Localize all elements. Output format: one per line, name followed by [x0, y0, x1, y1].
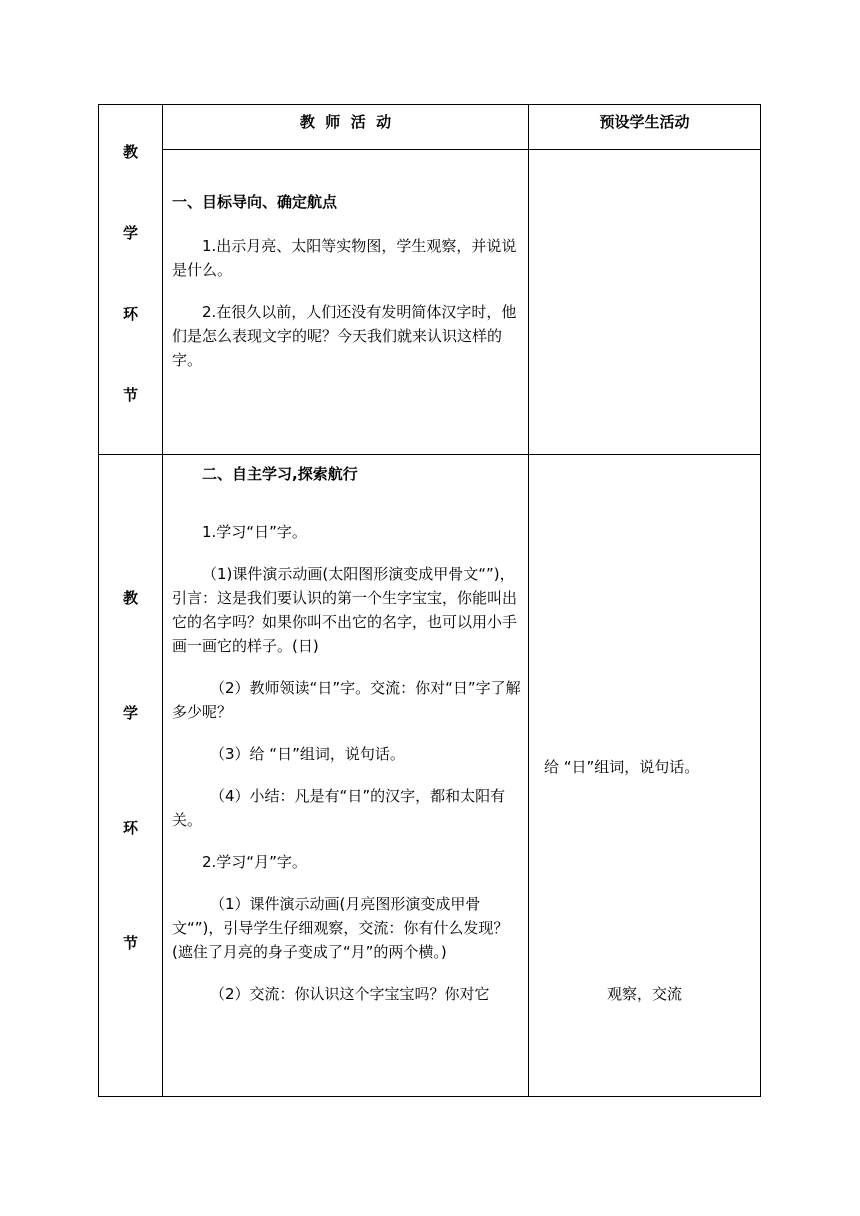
- section2-item-1: 1.学习“日”字。: [202, 523, 307, 541]
- section2-item-4: （3）给 “日”组词，说句话。: [210, 745, 405, 763]
- activity-column-divider: [528, 104, 529, 1097]
- student-activity-1: 给 “日”组词，说句话。: [544, 758, 700, 776]
- header-student-activity: 预设学生活动: [599, 113, 690, 131]
- label-column-divider: [162, 104, 163, 1097]
- section1-item-2: 2.在很久以前，人们还没有发明简体汉字时，他们是怎么表现文字的呢？今天我们就来认识这样的字。: [172, 303, 517, 369]
- section2-item-8: （2）交流：你认识这个字宝宝吗？你对它: [210, 985, 490, 1003]
- section2-item-2: （1)课件演示动画(太阳图形演变成甲骨文“”)，引言：这是我们要认识的第一个生字宝宝，你能叫出它的名字吗？如果你叫不出它的名字，也可以用小手画一画它的样子。(日): [172, 565, 518, 655]
- header-divider: [162, 149, 761, 150]
- row-label-char: 环: [122, 305, 138, 323]
- section1-title: 一、目标导向、确定航点: [172, 193, 338, 211]
- row-divider: [98, 454, 761, 455]
- row-label-2: [99, 586, 162, 955]
- table-border-bottom: [98, 1096, 761, 1097]
- row-label-char: 节: [122, 934, 138, 952]
- section2-item-7: （1）课件演示动画(月亮图形演变成甲骨文“”)，引导学生仔细观察，交流：你有什么发现？(遮住了月亮的身子变成了“月”的两个横。): [172, 895, 509, 961]
- lesson-plan-table: [98, 104, 761, 1097]
- section2-title: 二、自主学习,探索航行: [202, 465, 358, 483]
- row-label-char: 环: [122, 819, 138, 837]
- header-teacher-activity: 教 师 活 动: [299, 113, 392, 131]
- section2-item-3: （2）教师领读“日”字。交流：你对“日”字了解多少呢？: [172, 679, 521, 721]
- row-label-char: 学: [122, 224, 138, 242]
- row-label-char: 节: [122, 386, 138, 404]
- row-label-1: [99, 140, 162, 407]
- table-border-top: [98, 104, 761, 105]
- student-activity-2: 观察，交流: [606, 985, 682, 1003]
- section2-item-5: （4）小结：凡是有“日”的汉字，都和太阳有关。: [172, 787, 506, 829]
- row-label-char: 教: [122, 143, 138, 161]
- row-label-char: 学: [122, 704, 138, 722]
- table-border-right: [760, 104, 761, 1097]
- row-label-char: 教: [122, 589, 138, 607]
- section1-item-1: 1.出示月亮、太阳等实物图，学生观察，并说说是什么。: [172, 237, 517, 279]
- section2-teacher-content: [172, 462, 522, 1006]
- section2-item-6: 2.学习“月”字。: [202, 853, 307, 871]
- section1-teacher-content: [172, 190, 522, 372]
